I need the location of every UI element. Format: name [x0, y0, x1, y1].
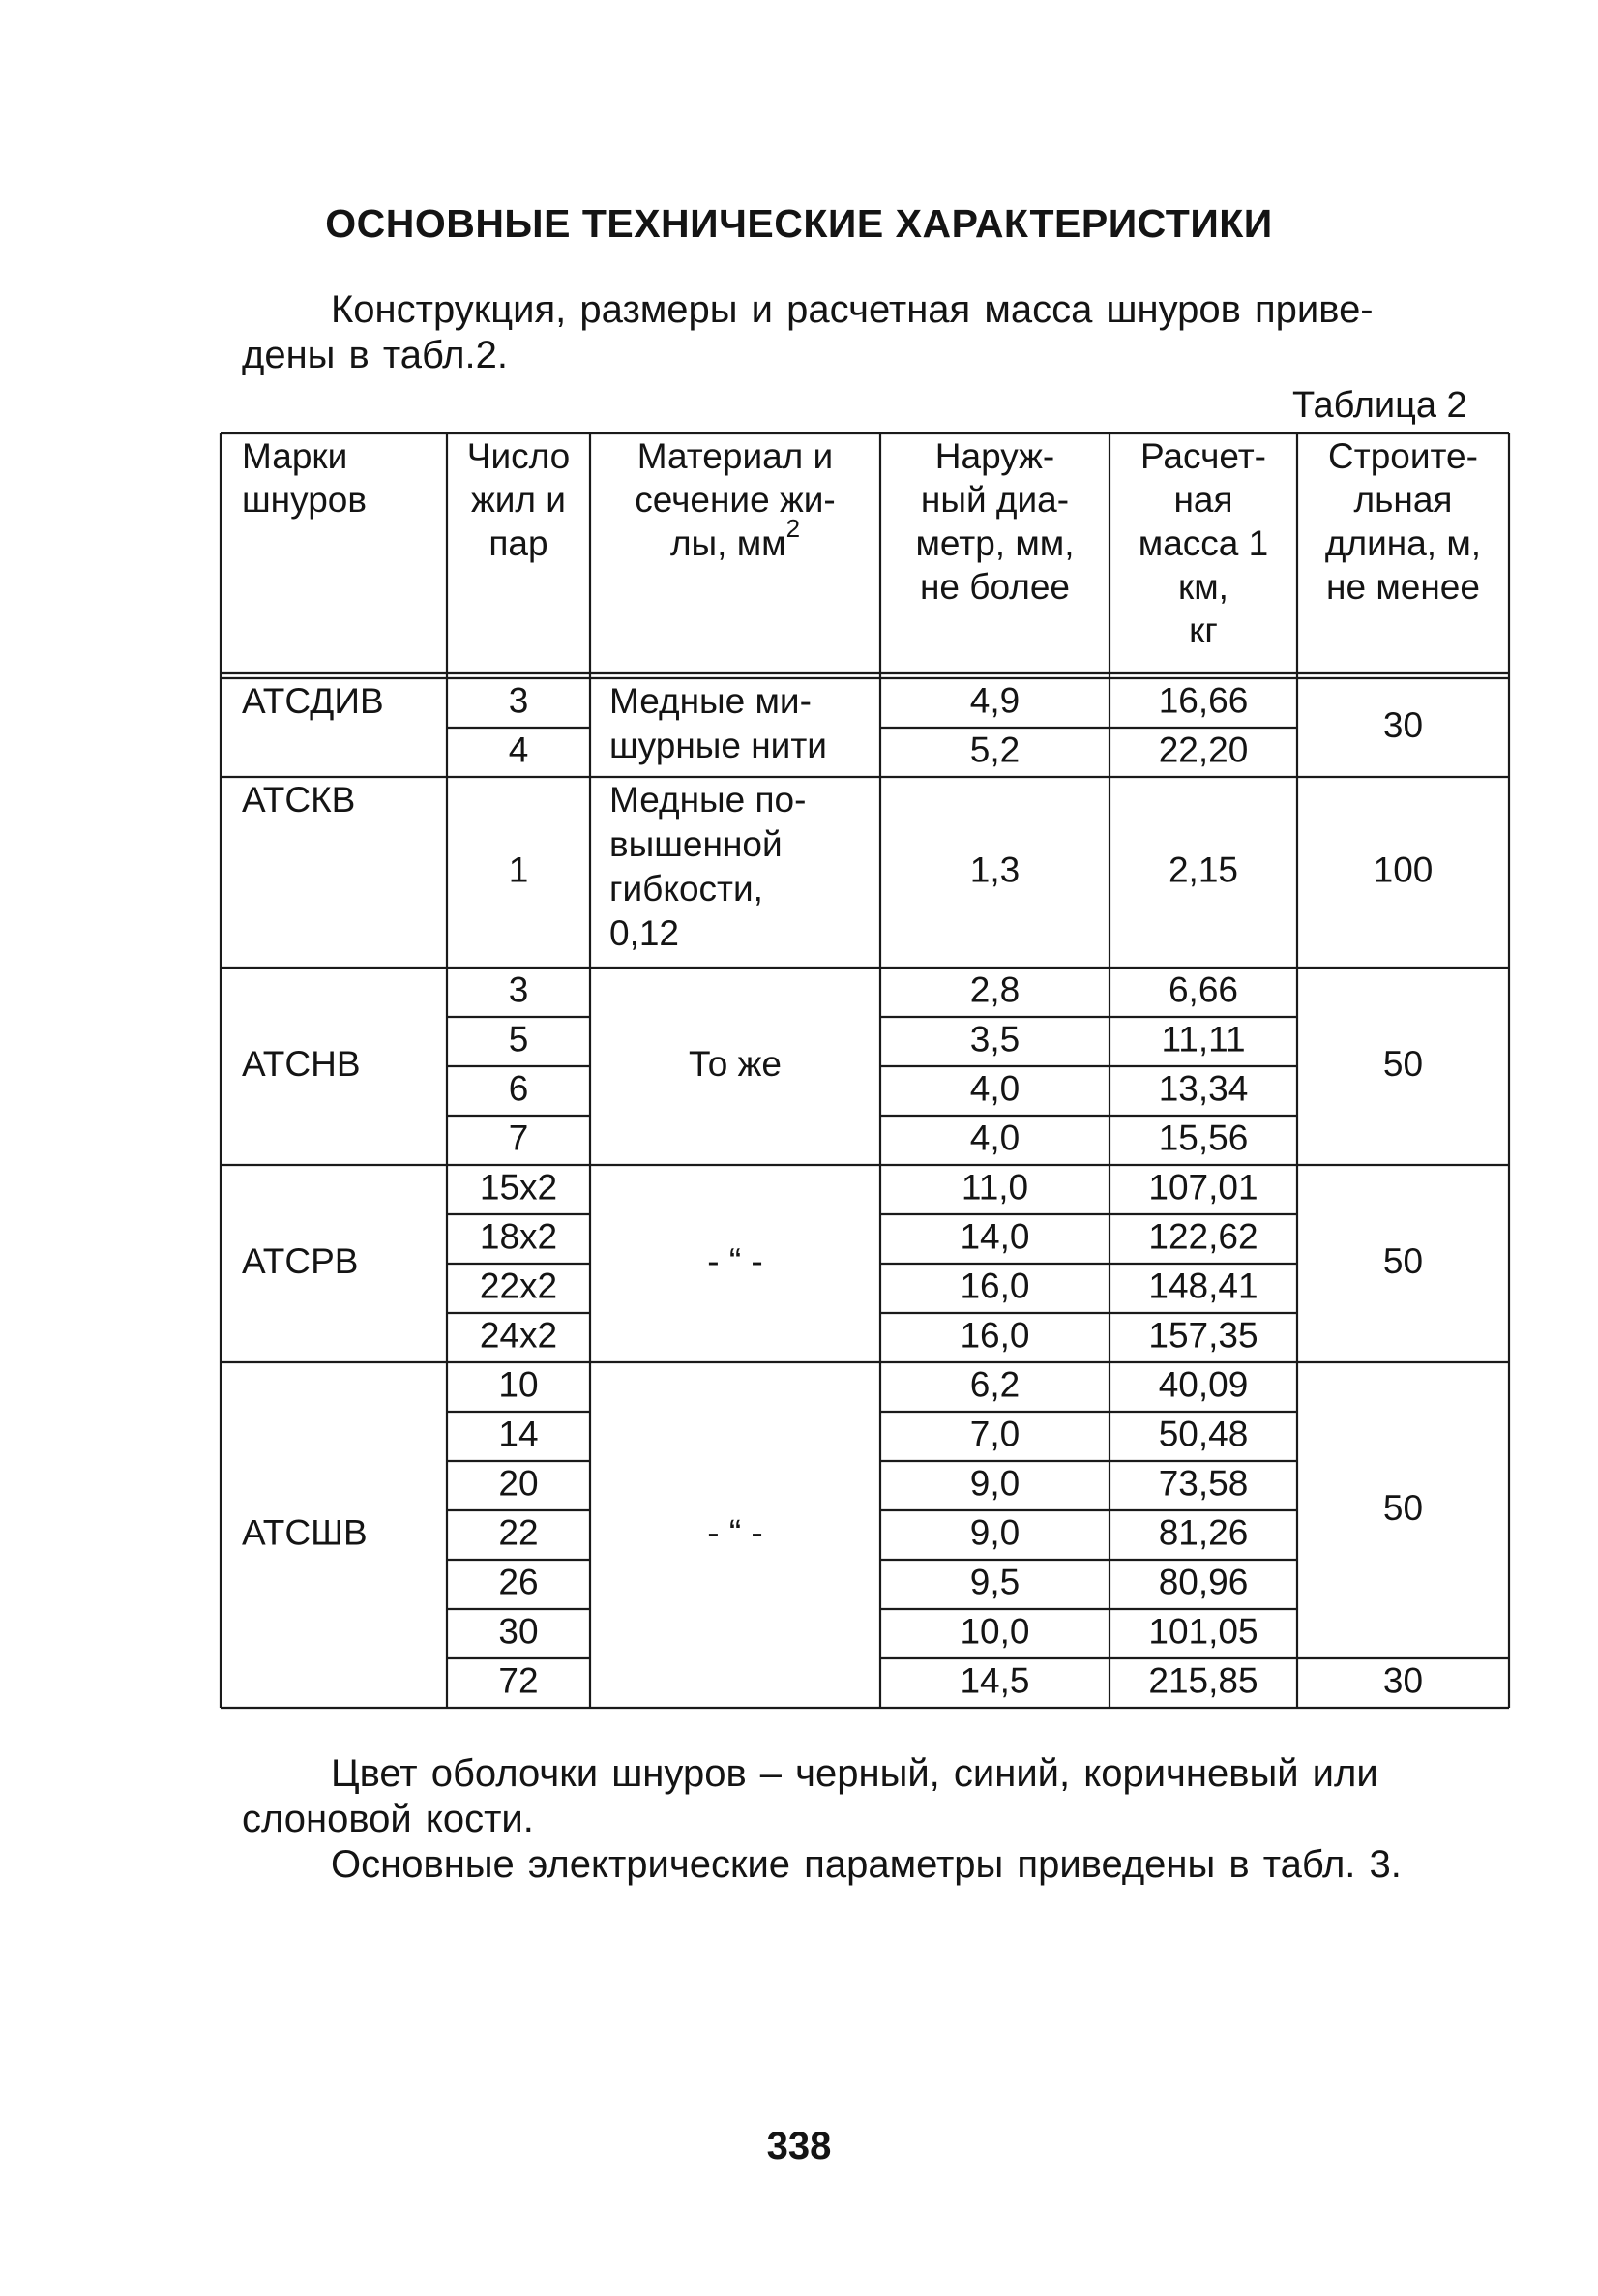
header-cell-text: шнуров — [242, 479, 368, 520]
material-text: Медные по- — [609, 779, 807, 820]
length-value: 50 — [1382, 1487, 1424, 1528]
diameter-value: 9,0 — [969, 1512, 1021, 1553]
diameter-value: 4,0 — [969, 1118, 1021, 1158]
sheath-color-line-2: слоновой кости. — [242, 1798, 534, 1840]
diameter-value: 11,0 — [961, 1167, 1029, 1208]
material-text: - “ - — [707, 1240, 763, 1281]
header-cell-text: ная — [1173, 479, 1233, 520]
cores-value: 5 — [508, 1019, 529, 1059]
header-cell-text: Материал и — [636, 435, 834, 476]
header-cell-text: лы, $мм^2$ — [669, 513, 801, 563]
header-cell-text: Число — [466, 435, 571, 476]
diameter-value: 4,0 — [969, 1068, 1021, 1109]
header-cell-text: Строите- — [1328, 435, 1478, 476]
cores-value: 7 — [508, 1118, 529, 1158]
mass-value: 16,66 — [1158, 680, 1249, 721]
mass-value: 157,35 — [1148, 1315, 1258, 1356]
header-cell-text: масса 1 — [1138, 522, 1269, 563]
mass-value: 73,58 — [1158, 1463, 1249, 1504]
header-cell-text: Расчет- — [1139, 435, 1267, 476]
diameter-value: 9,0 — [969, 1463, 1021, 1504]
page-number: 338 — [766, 2125, 832, 2167]
mass-value: 80,96 — [1158, 1562, 1249, 1602]
mass-value: 11,11 — [1161, 1019, 1246, 1059]
material-text: Медные ми- — [609, 680, 812, 721]
cores-value: 15x2 — [479, 1167, 558, 1208]
intro-line-2: дены в табл.2. — [242, 334, 508, 376]
mass-value: 148,41 — [1148, 1266, 1258, 1306]
material-text: То же — [689, 1043, 782, 1084]
cores-value: 22x2 — [479, 1266, 558, 1306]
mass-value: 13,34 — [1158, 1068, 1249, 1109]
cores-value: 3 — [508, 969, 529, 1010]
header-cell-text: сечение жи- — [635, 479, 836, 520]
header-cell-text: не более — [920, 566, 1070, 607]
cores-value: 72 — [498, 1660, 539, 1701]
header-cell-text: жил и — [471, 479, 566, 520]
mass-value: 81,26 — [1158, 1512, 1249, 1553]
cores-value: 1 — [508, 850, 529, 890]
superscript: 2 — [785, 513, 801, 543]
header-cell-text: метр, мм, — [915, 522, 1075, 563]
sheath-color-paragraph — [242, 1751, 1490, 1842]
header-cell-text: кг — [1189, 610, 1218, 650]
diameter-value: 16,0 — [960, 1266, 1030, 1306]
sheath-color-line-1: Цвет оболочки шнуров – черный, синий, коричневый или — [331, 1752, 1378, 1795]
diameter-value: 5,2 — [969, 730, 1021, 770]
material-text: гибкости, — [609, 868, 763, 909]
mass-value: 22,20 — [1158, 730, 1249, 770]
cores-value: 26 — [498, 1562, 539, 1602]
mass-value: 107,01 — [1148, 1167, 1258, 1208]
mass-value: 40,09 — [1158, 1364, 1249, 1405]
cores-value: 10 — [498, 1364, 539, 1405]
cores-value: 24x2 — [479, 1315, 558, 1356]
diameter-value: 3,5 — [969, 1019, 1021, 1059]
diameter-value: 1,3 — [969, 850, 1021, 890]
header-cell-text: Марки — [242, 435, 348, 476]
diameter-value: 4,9 — [969, 680, 1021, 721]
electrical-params-paragraph: Основные электрические параметры приведены в табл. 3. — [331, 1843, 1402, 1886]
mass-value: 122,62 — [1148, 1216, 1258, 1257]
header-cell-text: км, — [1178, 566, 1228, 607]
diameter-value: 14,5 — [960, 1660, 1030, 1701]
cores-value: 3 — [508, 680, 529, 721]
material-text: шурные нити — [609, 725, 827, 765]
brand-name: АТСДИВ — [242, 680, 384, 721]
material-text: вышенной — [609, 823, 783, 864]
material-text: - “ - — [707, 1512, 763, 1553]
length-value: 50 — [1382, 1043, 1424, 1084]
diameter-value: 2,8 — [969, 969, 1021, 1010]
cores-value: 20 — [498, 1463, 539, 1504]
length-value: 30 — [1382, 1660, 1424, 1701]
mass-value: 215,85 — [1148, 1660, 1258, 1701]
length-value: 100 — [1373, 850, 1434, 890]
header-cell-text: Наруж- — [934, 435, 1055, 476]
header-cell-text: не менее — [1326, 566, 1480, 607]
diameter-value: 7,0 — [969, 1414, 1021, 1454]
intro-line-1: Конструкция, размеры и расчетная масса шнуров приве- — [331, 288, 1374, 331]
header-cell-text: длина, м, — [1324, 522, 1482, 563]
cores-value: 6 — [508, 1068, 529, 1109]
cores-value: 30 — [498, 1611, 539, 1652]
cores-value: 14 — [498, 1414, 539, 1454]
diameter-value: 14,0 — [960, 1216, 1030, 1257]
brand-name: АТСКВ — [242, 779, 356, 820]
diameter-value: 6,2 — [969, 1364, 1021, 1405]
mass-value: 6,66 — [1168, 969, 1239, 1010]
mass-value: 15,56 — [1158, 1118, 1249, 1158]
diameter-value: 9,5 — [969, 1562, 1021, 1602]
page-title: ОСНОВНЫЕ ТЕХНИЧЕСКИЕ ХАРАКТЕРИСТИКИ — [325, 201, 1273, 246]
diameter-value: 10,0 — [960, 1611, 1030, 1652]
length-value: 50 — [1382, 1240, 1424, 1281]
length-value: 30 — [1382, 704, 1424, 745]
brand-name: АТСНВ — [242, 1043, 361, 1084]
table-caption: Таблица 2 — [1292, 385, 1467, 426]
mass-value: 50,48 — [1158, 1414, 1249, 1454]
mass-value: 101,05 — [1148, 1611, 1258, 1652]
header-cell-text: ный диа- — [920, 479, 1070, 520]
diameter-value: 16,0 — [960, 1315, 1030, 1356]
cores-value: 4 — [508, 730, 529, 770]
cores-value: 18x2 — [479, 1216, 558, 1257]
brand-name: АТСРВ — [242, 1240, 359, 1281]
cores-value: 22 — [498, 1512, 539, 1553]
brand-name: АТСШВ — [242, 1512, 368, 1553]
header-cell-text: пар — [488, 522, 548, 563]
header-cell-text: льная — [1353, 479, 1453, 520]
mass-value: 2,15 — [1168, 850, 1239, 890]
material-text: 0,12 — [609, 912, 680, 953]
